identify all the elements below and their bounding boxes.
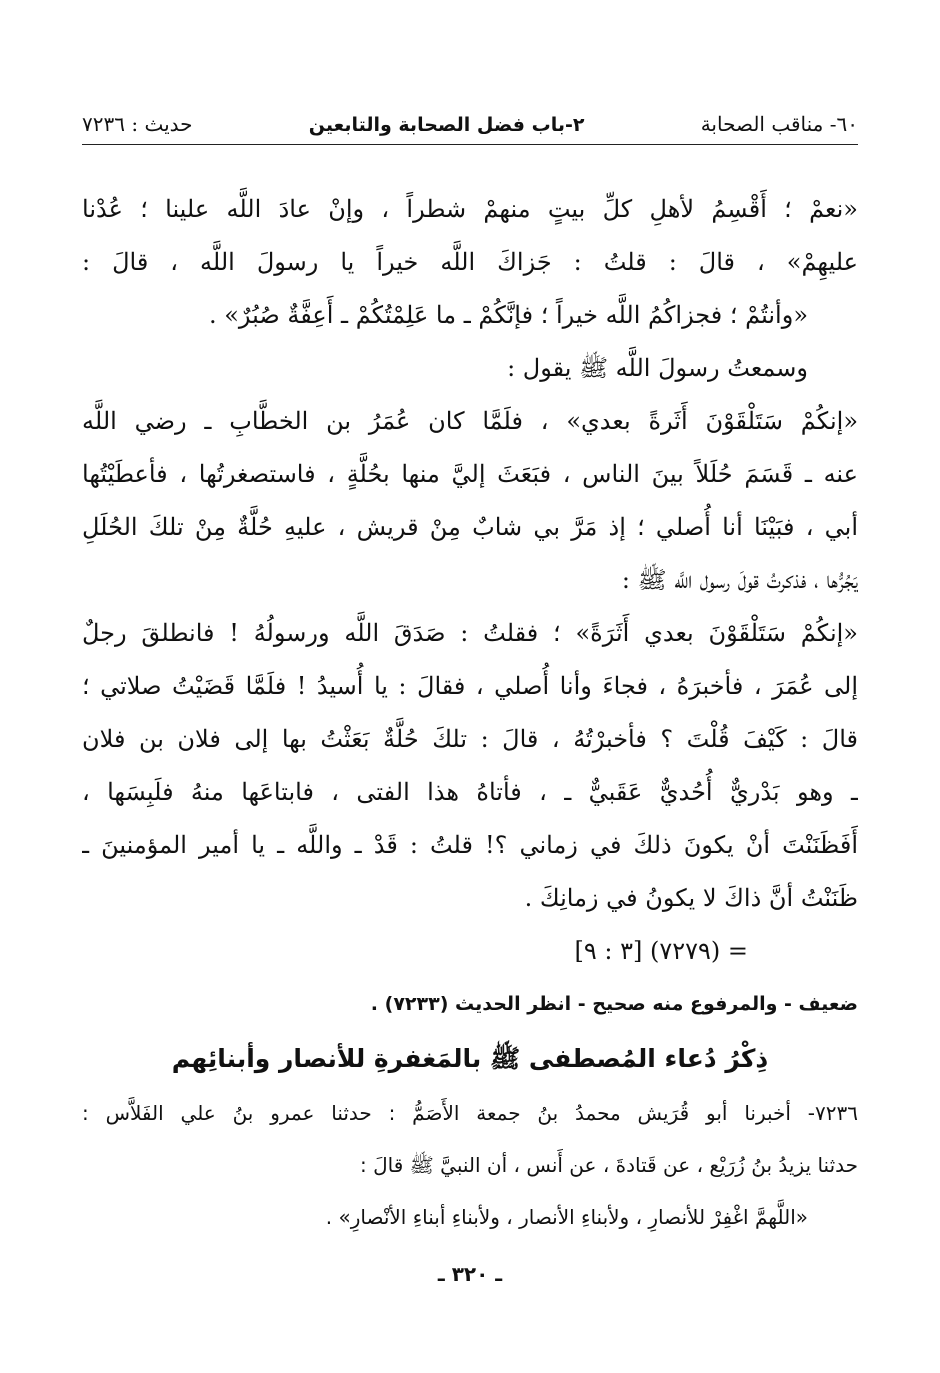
text-line: عليهِمْ» ، قالَ : قلتُ : جَزاكَ اللَّه خيراً يا رسولَ اللَّه ، قالَ : <box>82 248 858 276</box>
text-line: «وأنتُمْ ؛ فجزاكُمُ اللَّه خيراً ؛ فإنَّكُمْ ـ ما عَلِمْتُكُمْ ـ أَعِفَّةٌ صُبُرٌ» . <box>208 301 808 329</box>
text-line: «نعمْ ؛ أَقْسِمُ لأهلِ كلِّ بيتٍ منهمْ شطراً ، وإنْ عادَ اللَّه علينا ؛ عُدْنا <box>82 195 858 223</box>
text-line: قالَ : كَيْفَ قُلْتَ ؟ فأخبرْتُهُ ، قالَ : تلكَ حُلَّةٌ بَعَثْتُ بها إلى فلان بن فلان <box>82 725 858 753</box>
chapter-title: ٦٠- مناقب الصحابة <box>700 112 858 136</box>
hadith-range: حديث : ٧٢٣٦ <box>82 112 193 136</box>
main-text <box>82 183 858 1243</box>
text-line: ظَنَنْتُ أنَّ ذاكَ لا يكونُ في زمانِكَ . <box>524 884 858 912</box>
page-number: ـ ٣٢٠ ـ <box>437 1262 503 1286</box>
text-line: يَجُرُّها ، فذكرتُ قولَ رسول اللَّه ﷺ : <box>621 566 858 594</box>
hadith-text-line: حدثنا يزيدُ بنُ زُرَيْع ، عن قَتادةَ ، عن أَنس ، أن النبيَّ ﷺ قالَ : <box>360 1153 858 1177</box>
text-line: أَفَظَنَنْتَ أنْ يكونَ ذلكَ في زماني ؟! قلتُ : قَدْ ـ واللَّه ـ يا أمير المؤمنينَ ـ <box>82 831 858 859</box>
cross-reference: = (٧٢٧٩) [٣ : ٩] <box>574 937 748 965</box>
text-line: إلى عُمَرَ ، فأخبرَهُ ، فجاءَ وأنا أُصلي ، فقالَ : يا أُسيدُ ! فلَمَّا قَضَيْتُ صلاتي ؛ <box>82 672 858 700</box>
hadith-text-line: ٧٢٣٦- أخبرنا أبو قُرَيش محمدُ بنُ جمعة الأَصَمُّ : حدثنا عمرو بنُ علي الفَلاَّس : <box>82 1101 858 1125</box>
section-title: ٢-باب فضل الصحابة والتابعين <box>308 114 585 136</box>
running-header <box>82 112 858 145</box>
text-line: وسمعتُ رسولَ اللَّه ﷺ يقول : <box>507 354 808 382</box>
text-line: أبي ، فبَيْنَا أنا أُصلي ؛ إذ مَرَّ بي شابٌ مِنْ قريش ، عليهِ حُلَّةٌ مِنْ تلكَ الحُلَلِ <box>82 513 858 541</box>
text-line: «إنكُمْ سَتَلْقَوْنَ أَثَرةً بعدي» ، فلَمَّا كان عُمَرُ بن الخطَّابِ ـ رضي اللَّه <box>82 407 858 435</box>
text-line: ـ وهو بَدْريٌّ أُحُديٌّ عَقَبيٌّ ـ ، فأتاهُ هذا الفتى ، فابتاعَها منهُ فلَبِسَها ، <box>82 778 858 806</box>
hadith-grade: ضعيف - والمرفوع منه صحيح - انظر الحديث (٧٢٣٣) . <box>370 993 858 1015</box>
text-line: «إنكُمْ سَتَلْقَوْنَ بعدي أَثَرَةً» ؛ فقلتُ : صَدَقَ اللَّه ورسولُهُ ! فانطلقَ رجلٌ <box>82 619 858 647</box>
text-line: عنه ـ قَسَمَ حُلَلاً بينَ الناس ، فبَعَثَ إليَّ منها بحُلَّةٍ ، فاستصغرتُها ، فأعطَيْتُها <box>82 460 858 488</box>
hadith-text-line: «اللَّهمَّ اغْفِرْ للأنصارِ ، ولأبناءِ الأنصار ، ولأبناءِ أبناءِ الأنْصارِ» . <box>325 1205 808 1229</box>
section-heading: ذِكْرُ دُعاء المُصطفى ﷺ بالمَغفرةِ للأنصار وأبنائِهم <box>171 1044 769 1073</box>
